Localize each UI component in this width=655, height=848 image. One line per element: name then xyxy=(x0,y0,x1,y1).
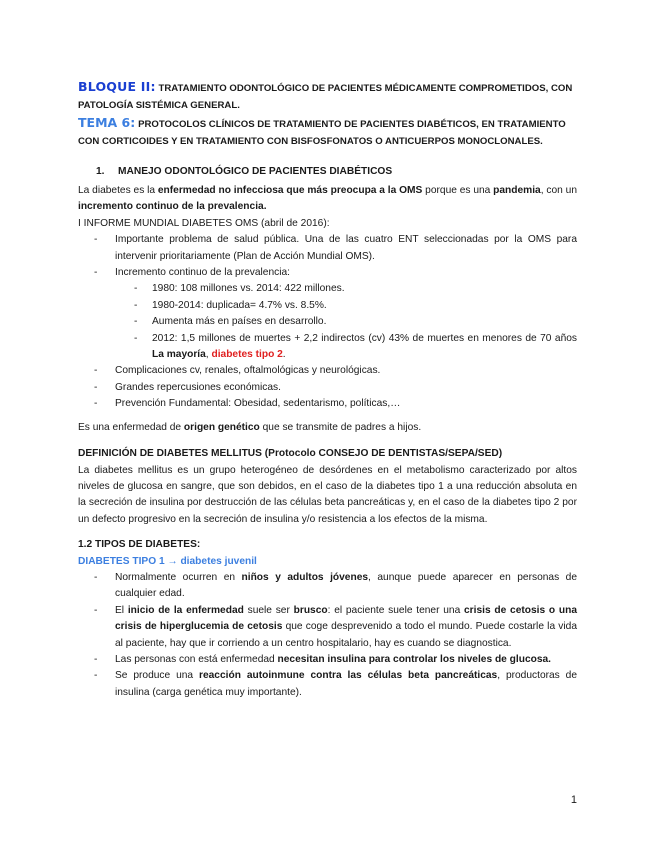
tema-text-cont: CON CORTICOIDES Y EN TRATAMIENTO CON BISFOSFONATOS O ANTICUERPOS MONOCLONALES. xyxy=(78,136,543,147)
bloque-label: BLOQUE II: xyxy=(78,79,156,94)
item-bold: niños y adultos jóvenes xyxy=(241,571,369,583)
tema-heading-cont xyxy=(78,133,577,150)
type-1-list xyxy=(78,570,577,701)
bloque-heading xyxy=(78,78,577,97)
oms-report-list xyxy=(78,232,577,412)
sublist-item xyxy=(78,331,577,364)
list-item xyxy=(78,603,577,652)
item-bold: reacción autoinmune contra las células beta pancreáticas xyxy=(199,670,498,682)
definition-title-source: (Protocolo CONSEJO DE DENTISTAS/SEPA/SED) xyxy=(261,448,503,460)
definition-title-main: DEFINICIÓN DE DIABETES MELLITUS xyxy=(78,448,262,460)
list-item: - Prevención Fundamental: Obesidad, sedentarismo, políticas,… xyxy=(78,396,577,412)
bloque-text: TRATAMIENTO ODONTOLÓGICO DE PACIENTES MÉDICAMENTE COMPROMETIDOS, CON xyxy=(158,83,573,94)
tema-heading xyxy=(78,114,577,133)
oms-report-title: I INFORME MUNDIAL DIABETES OMS (abril de 2016): xyxy=(78,217,330,229)
list-item xyxy=(78,570,577,603)
item-bold: crisis de cetosis o una crisis de hiperglucemia de cetosis xyxy=(115,604,578,633)
section-1-number: 1. xyxy=(96,166,105,177)
origin-text: que se transmite de padres a hijos. xyxy=(259,421,422,433)
section-1-title-text: MANEJO ODONTOLÓGICO DE PACIENTES DIABÉTICOS xyxy=(118,166,393,177)
genetic-origin-paragraph xyxy=(78,420,577,436)
item-text: Normalmente ocurren en xyxy=(115,571,242,583)
page-number: 1 xyxy=(570,794,577,806)
item-bold: necesitan insulina para controlar los niveles de glucosa. xyxy=(277,653,552,665)
types-title: 1.2 TIPOS DE DIABETES: xyxy=(78,539,201,551)
sub-text: 2012: 1,5 millones de muertes + 2,2 indirectos (cv) 43% de muertes en menores de 70 años xyxy=(152,332,577,344)
sublist-item: - 1980-2014: duplicada= 4.7% vs. 8.5%. xyxy=(78,298,577,314)
diabetes-intro-paragraph xyxy=(78,183,577,216)
item-text: , productoras de insulina (carga genética muy importante). xyxy=(115,670,578,698)
intro-bold: incremento continuo de la prevalencia. xyxy=(78,201,267,213)
list-item-text: Incremento continuo de la prevalencia: xyxy=(115,267,290,279)
definition-paragraph: La diabetes mellitus es un grupo heterogéneo de desórdenes en el metabolismo caracterizado por altos niveles de glucosa en sangre, que son debidos, en el caso de la diabetes tipo 1 a una reducción absoluta en la secreción de insulina por destrucción de las células beta pancreáticas y, en el caso de la diabetes tipo 2 por un defecto progresivo en la secreción de insulina y/o resistencia a los efectos de la misma. xyxy=(78,464,577,525)
item-text: Las personas con está enfermedad xyxy=(115,653,278,665)
list-item xyxy=(78,668,577,701)
sub-text: , xyxy=(205,349,212,361)
intro-bold: enfermedad no infecciosa que más preocupa a la OMS xyxy=(157,185,423,196)
origin-bold: origen genético xyxy=(183,421,260,433)
item-bold: brusco xyxy=(293,604,328,616)
bloque-heading-cont xyxy=(78,97,577,114)
list-item xyxy=(78,265,577,363)
sub-bold: La mayoría xyxy=(152,349,206,361)
intro-bold: pandemia xyxy=(493,185,541,196)
item-text: : el paciente suele tener una xyxy=(327,604,465,616)
item-text: , aunque puede aparecer en personas de cualquier edad. xyxy=(115,571,577,600)
section-1-title xyxy=(96,166,577,177)
item-text: suele ser xyxy=(243,604,294,616)
intro-text: La diabetes es la xyxy=(78,185,158,196)
intro-text: , con un xyxy=(540,185,577,196)
sub-text: . xyxy=(282,349,286,361)
tema-text: PROTOCOLOS CLÍNICOS DE TRATAMIENTO DE PACIENTES DIABÉTICOS, EN TRATAMIENTO xyxy=(138,119,566,130)
definition-title xyxy=(78,446,577,462)
bloque-text-cont: PATOLOGÍA SISTÉMICA GENERAL. xyxy=(78,100,240,111)
sub-highlight: diabetes tipo 2 xyxy=(211,349,283,361)
sublist-item: - 1980: 108 millones vs. 2014: 422 millones. xyxy=(78,281,577,297)
origin-text: Es una enfermedad de xyxy=(78,421,184,433)
intro-text: porque es una xyxy=(422,185,494,196)
type-1-label: DIABETES TIPO 1 → diabetes juvenil xyxy=(78,555,257,567)
item-text: Se produce una xyxy=(115,670,200,682)
item-text: que coge desprevenido a todo el mundo. Puede costarle la vida al paciente, hay que ir corriendo a un centro hospitalario, hay es cuando se diagnostica. xyxy=(115,621,578,649)
item-text: El xyxy=(115,604,128,616)
document-header xyxy=(78,78,577,150)
list-item: - Importante problema de salud pública. Una de las cuatro ENT seleccionadas por la OMS para intervenir prioritariamente (Plan de Acción Mundial OMS). xyxy=(78,232,577,265)
list-item: - Complicaciones cv, renales, oftalmológicas y neurológicas. xyxy=(78,363,577,379)
prevalence-sublist xyxy=(115,281,577,363)
list-item: - Grandes repercusiones económicas. xyxy=(78,380,577,396)
tema-label: TEMA 6: xyxy=(78,115,136,130)
sublist-item: - Aumenta más en países en desarrollo. xyxy=(78,314,577,330)
item-bold: inicio de la enfermedad xyxy=(127,604,244,616)
list-item xyxy=(78,652,577,668)
